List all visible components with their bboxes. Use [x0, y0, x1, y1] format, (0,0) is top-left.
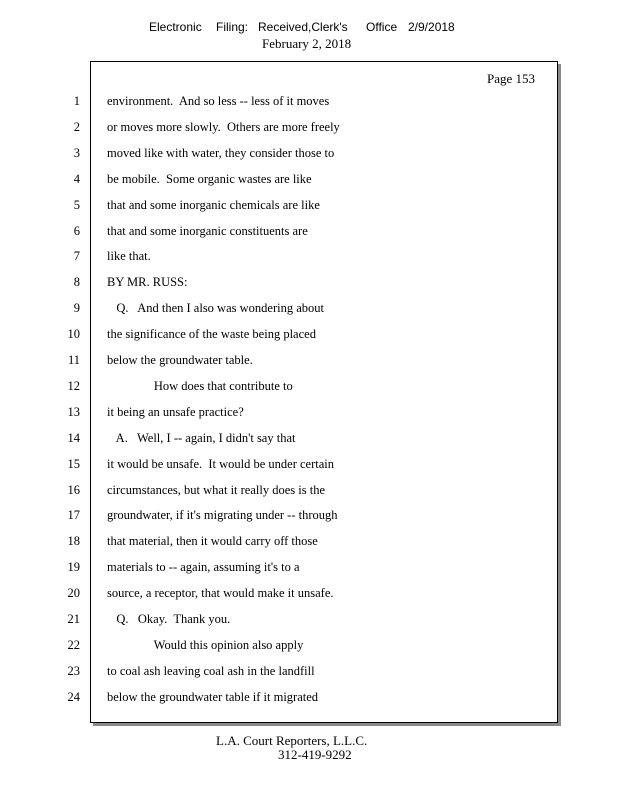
line-number: 7	[73, 249, 80, 264]
line-text: circumstances, but what it really does is the	[107, 482, 325, 497]
line-number: 15	[67, 456, 80, 471]
line-text: source, a receptor, that would make it unsafe.	[107, 586, 334, 601]
line-text: to coal ash leaving coal ash in the landfill	[107, 663, 315, 678]
line-number: 21	[67, 612, 80, 626]
line-text: that material, then it would carry off those	[107, 534, 318, 549]
line-number: 1	[73, 94, 80, 108]
line-text: it being an unsafe practice?	[107, 404, 244, 419]
filing-date: February 2, 2018	[262, 36, 352, 51]
line-number: 22	[67, 637, 80, 652]
line-text: below the groundwater table.	[107, 353, 253, 367]
line-text: or moves more slowly. Others are more freely	[107, 119, 340, 134]
line-number: 19	[67, 560, 80, 575]
line-number: 14	[67, 430, 80, 445]
line-text: materials to -- again, assuming it's to a	[107, 560, 300, 575]
line-number: 2	[73, 119, 80, 134]
line-number: 3	[73, 145, 80, 160]
page-number: Page 153	[487, 71, 536, 86]
line-text: that and some inorganic chemicals are like	[107, 197, 320, 212]
line-text: it would be unsafe. It would be under certain	[107, 456, 335, 471]
line-number: 24	[67, 689, 80, 704]
line-number: 17	[67, 508, 80, 523]
filing-word-electronic: Electronic	[149, 20, 202, 34]
line-number: 10	[67, 327, 80, 342]
line-number: 8	[73, 275, 80, 290]
line-text: be mobile. Some organic wastes are like	[107, 171, 312, 186]
footer-phone: 312-419-9292	[278, 747, 352, 762]
line-number: 12	[67, 378, 80, 393]
line-text: below the groundwater table if it migrated	[107, 689, 319, 704]
line-number: 16	[67, 482, 80, 497]
filing-date-stamp: 2/9/2018	[408, 20, 455, 34]
line-number: 11	[67, 353, 80, 367]
line-number: 4	[73, 171, 80, 186]
line-text: the significance of the waste being placed	[107, 327, 316, 342]
line-text: BY MR. RUSS:	[107, 275, 188, 290]
line-number: 23	[67, 663, 80, 678]
filing-word-office: Office	[366, 20, 398, 34]
line-number: 13	[67, 404, 80, 419]
filing-word-received: Received,Clerk's	[258, 20, 348, 34]
line-number: 9	[73, 301, 80, 316]
line-number: 18	[67, 534, 80, 549]
filing-word-filing: Filing:	[216, 20, 249, 34]
line-text: that and some inorganic constituents are	[107, 223, 308, 238]
line-number: 5	[73, 197, 80, 212]
line-text: like that.	[107, 249, 151, 264]
line-text: groundwater, if it's migrating under -- through	[107, 508, 338, 523]
line-text: Q. Okay. Thank you.	[107, 612, 231, 626]
line-number: 20	[67, 586, 80, 601]
line-text: How does that contribute to	[107, 378, 293, 393]
line-text: Would this opinion also apply	[107, 637, 304, 652]
line-text: environment. And so less -- less of it moves	[107, 94, 330, 108]
line-text: A. Well, I -- again, I didn't say that	[107, 430, 296, 445]
line-text: moved like with water, they consider those to	[107, 145, 335, 160]
line-number: 6	[73, 223, 80, 238]
line-text: Q. And then I also was wondering about	[107, 301, 324, 316]
footer-reporter: L.A. Court Reporters, L.L.C.	[216, 733, 368, 748]
